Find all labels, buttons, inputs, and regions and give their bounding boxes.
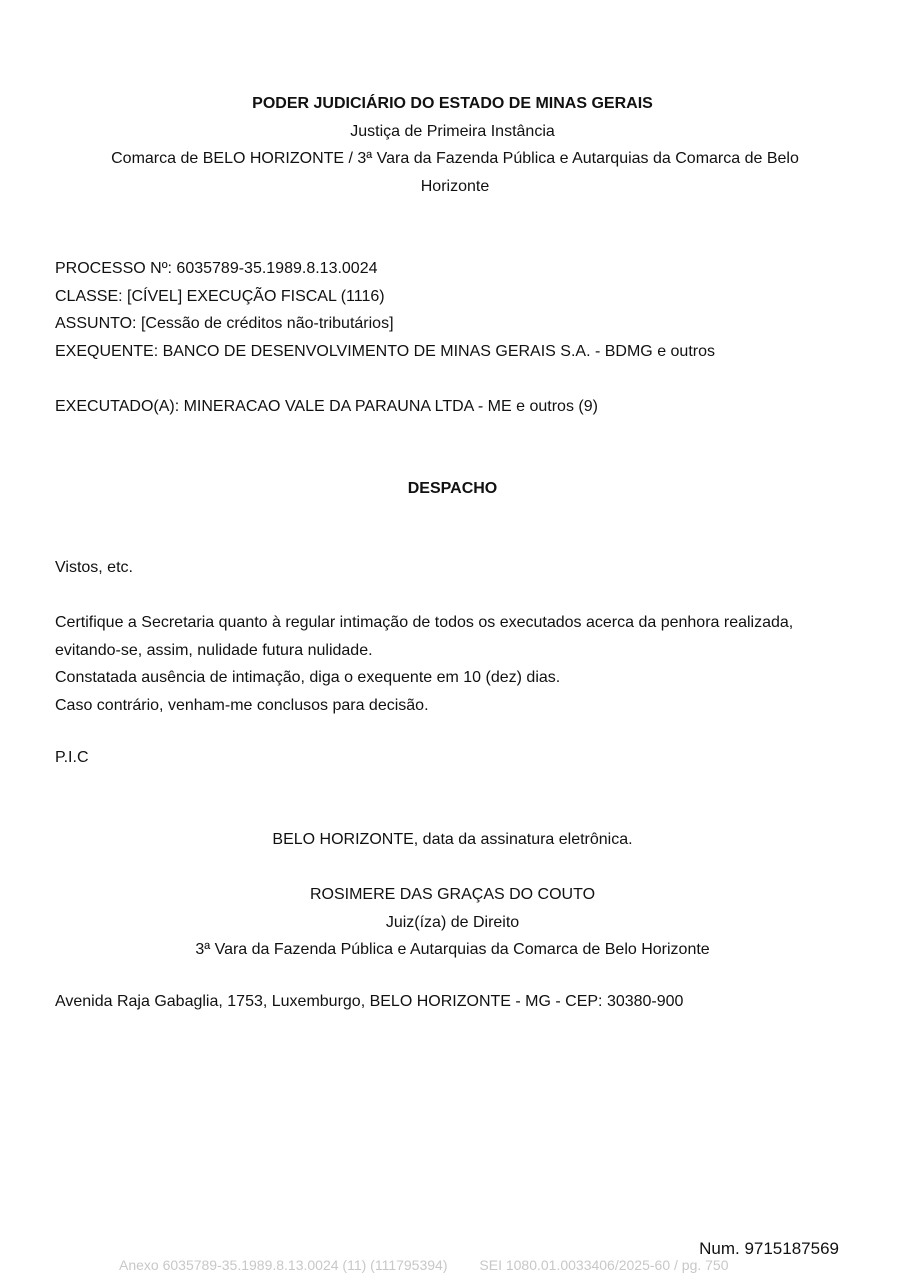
closing-text: P.I.C (55, 749, 89, 766)
body-paragraph: Caso contrário, venham-me conclusos para decisão. (55, 697, 429, 714)
exequente-party: EXEQUENTE: BANCO DE DESENVOLVIMENTO DE MINAS GERAIS S.A. - BDMG e outros (55, 343, 715, 360)
court-unit: 3ª Vara da Fazenda Pública e Autarquias da Comarca de Belo Horizonte (195, 941, 710, 958)
document-number: Num. 9715187569 (699, 1239, 839, 1258)
court-address: Avenida Raja Gabaglia, 1753, Luxemburgo, BELO HORIZONTE - MG - CEP: 30380-900 (55, 993, 684, 1010)
footer-watermark (119, 1257, 729, 1273)
annex-reference: Anexo 6035789-35.1989.8.13.0024 (11) (111795394) (119, 1257, 448, 1273)
sei-reference: SEI 1080.01.0033406/2025-60 / pg. 750 (479, 1257, 729, 1273)
body-paragraph: Constatada ausência de intimação, diga o exequente em 10 (dez) dias. (55, 669, 561, 686)
case-subject: ASSUNTO: [Cessão de créditos não-tributários] (55, 315, 394, 332)
case-class: CLASSE: [CÍVEL] EXECUÇÃO FISCAL (1116) (55, 288, 385, 305)
place-date: BELO HORIZONTE, data da assinatura eletrônica. (272, 831, 633, 848)
process-number: PROCESSO Nº: 6035789-35.1989.8.13.0024 (55, 260, 378, 277)
judge-title: Juiz(íza) de Direito (385, 914, 520, 931)
judge-name: ROSIMERE DAS GRAÇAS DO COUTO (309, 886, 596, 903)
opening-text: Vistos, etc. (55, 559, 133, 576)
document-title: DESPACHO (407, 480, 498, 497)
body-paragraph: Certifique a Secretaria quanto à regular intimação de todos os executados acerca da penhora realizada, evitando-se, assim, nulidade futura nulidade. (55, 614, 794, 659)
instance-heading: Justiça de Primeira Instância (350, 123, 555, 140)
court-heading: PODER JUDICIÁRIO DO ESTADO DE MINAS GERAIS (252, 95, 653, 112)
comarca-heading: Comarca de BELO HORIZONTE / 3ª Vara da Fazenda Pública e Autarquias da Comarca de Belo Horizonte (111, 150, 799, 195)
executado-party: EXECUTADO(A): MINERACAO VALE DA PARAUNA LTDA - ME e outros (9) (55, 398, 598, 415)
